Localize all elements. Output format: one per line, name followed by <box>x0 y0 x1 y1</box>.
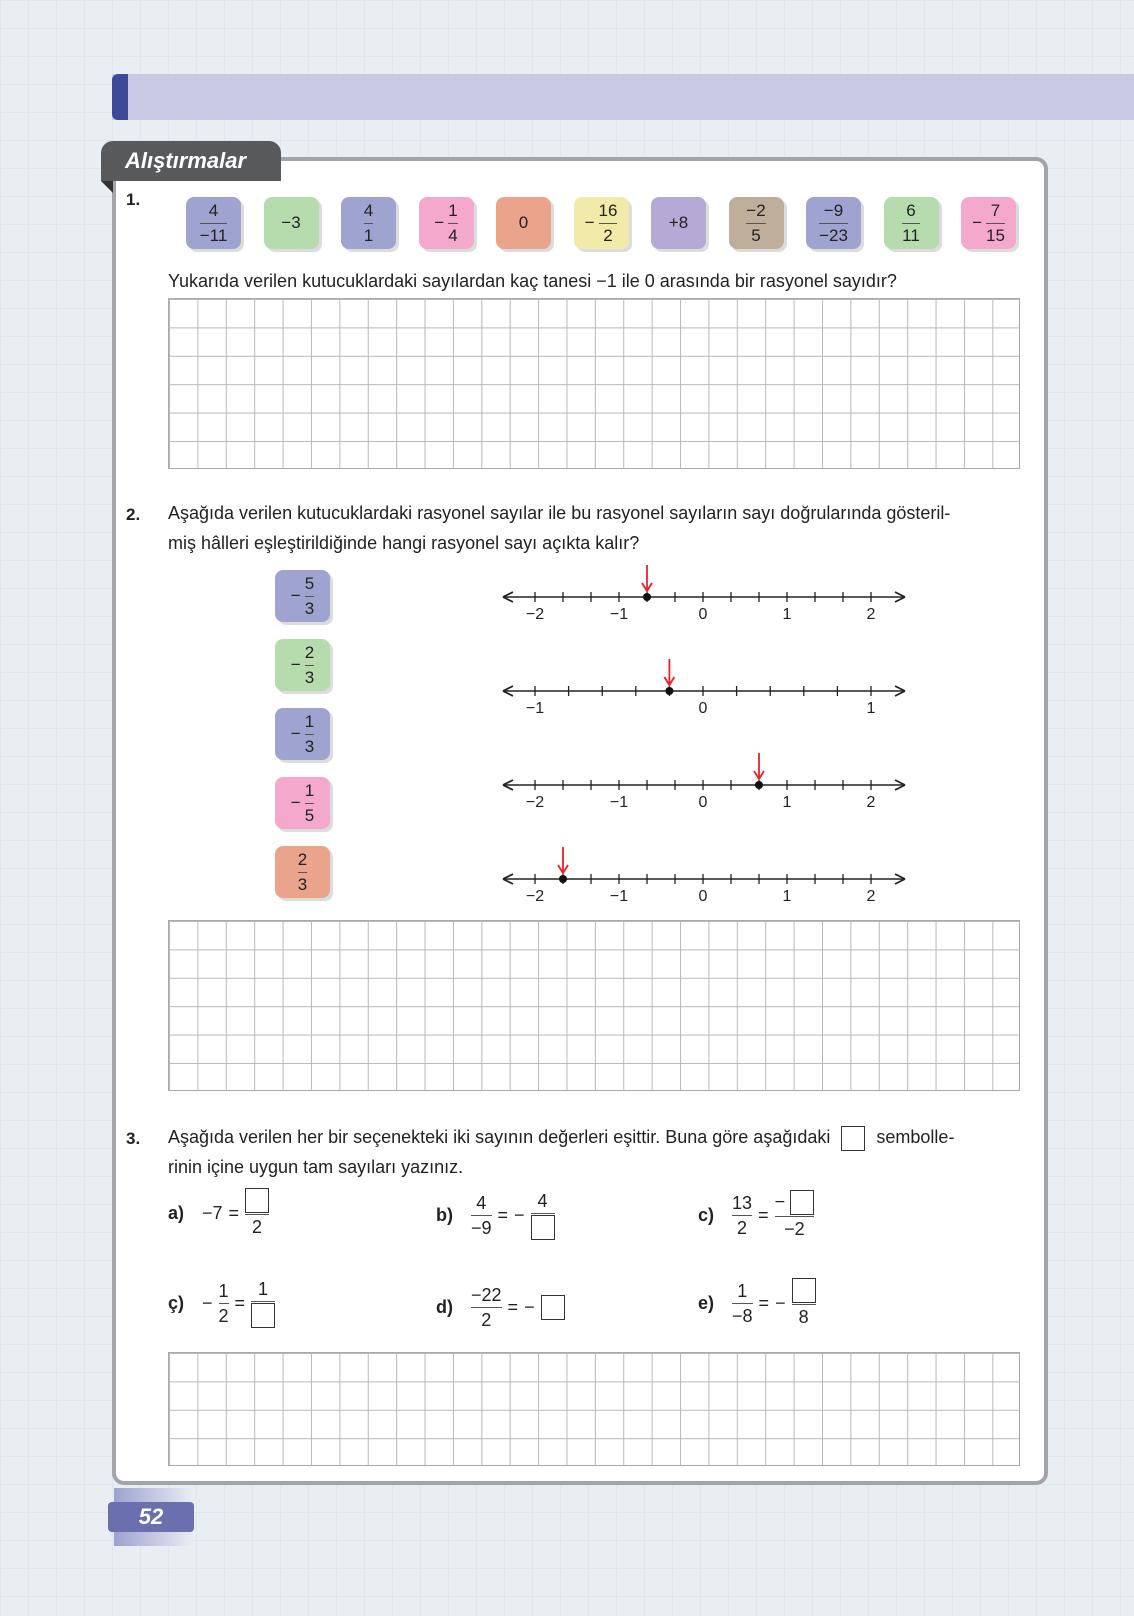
denominator: 15 <box>986 225 1005 245</box>
empty-box-symbol <box>841 1126 865 1151</box>
question-3-text-line2: rinin içine uygun tam sayıları yazınız. <box>168 1157 464 1177</box>
tab-fold <box>101 181 113 193</box>
numerator: 4 <box>476 1192 487 1213</box>
denominator: 2 <box>481 1310 492 1330</box>
answer-grid-3[interactable] <box>168 1352 1020 1466</box>
whole-number: 0 <box>518 213 529 232</box>
denominator: 2 <box>218 1305 229 1326</box>
equation-a <box>168 1188 269 1238</box>
fraction <box>986 200 1005 247</box>
denominator: 1 <box>363 225 374 245</box>
left-fraction <box>471 1192 492 1239</box>
numerator: 13 <box>732 1192 753 1213</box>
page-number: 52 <box>108 1502 194 1532</box>
answer-grid-2[interactable] <box>168 920 1020 1091</box>
question-3-text-a: Aşağıda verilen her bir seçenekteki iki sayının değerleri eşittir. Buna göre aşağıdaki <box>168 1127 831 1147</box>
denominator: 3 <box>304 736 315 756</box>
tick-label: 1 <box>782 794 792 811</box>
number-box <box>264 197 319 249</box>
sign: − <box>290 655 301 674</box>
fraction-bar <box>819 223 848 224</box>
denominator: −2 <box>784 1219 805 1239</box>
numerator: 1 <box>304 711 315 731</box>
fraction <box>298 849 307 896</box>
fraction-bar <box>305 665 314 666</box>
number-box <box>341 197 396 249</box>
equals: = <box>228 1202 240 1223</box>
fraction-bar <box>746 223 765 224</box>
option-label: b) <box>436 1204 453 1225</box>
denominator: −9 <box>471 1217 492 1238</box>
number-box <box>574 197 629 249</box>
question-3-text-line1 <box>168 1122 954 1152</box>
fraction-bar <box>305 734 314 735</box>
sign: − <box>434 213 445 232</box>
tick-label: −2 <box>525 794 545 811</box>
number-box <box>275 846 330 898</box>
sign: − <box>584 213 595 232</box>
fraction <box>305 780 314 827</box>
denominator: 3 <box>297 874 308 894</box>
answer-box[interactable] <box>792 1278 816 1303</box>
right-fraction <box>792 1278 816 1328</box>
equals: = <box>758 1292 770 1313</box>
banner-accent <box>112 74 128 120</box>
tick-label: 2 <box>866 888 876 905</box>
fraction-bar <box>986 223 1005 224</box>
fraction-bar <box>298 872 307 873</box>
numerator: 1 <box>258 1279 269 1299</box>
numerator: 1 <box>218 1280 229 1301</box>
denominator: 2 <box>603 225 613 245</box>
equation-d <box>436 1284 565 1331</box>
number-box <box>729 197 784 249</box>
number-box <box>275 639 330 691</box>
tick-label: −1 <box>609 888 629 905</box>
top-banner <box>112 74 1134 120</box>
numerator: 2 <box>304 642 315 662</box>
equals: = <box>234 1292 246 1313</box>
denominator: 11 <box>902 225 920 245</box>
number-box <box>275 777 330 829</box>
sign: − <box>290 586 301 605</box>
section-title: Alıştırmalar <box>101 141 281 181</box>
right-fraction <box>251 1278 275 1328</box>
question-2-text-line2: miş hâlleri eşleştirildiğinde hangi rasyonel sayı açıkta kalır? <box>168 533 640 553</box>
fraction <box>448 200 457 247</box>
answer-grid-1[interactable] <box>168 298 1020 469</box>
question-1-number: 1. <box>126 190 141 209</box>
answer-box[interactable] <box>541 1295 565 1320</box>
sign: − <box>202 1292 213 1313</box>
numerator: 7 <box>990 200 1001 220</box>
equation-e <box>698 1278 816 1328</box>
numerator: 5 <box>304 573 315 593</box>
tick-label: 0 <box>698 700 708 717</box>
option-label: e) <box>698 1292 715 1313</box>
fraction <box>902 200 920 247</box>
fraction <box>599 200 618 247</box>
whole-number: +8 <box>668 213 689 232</box>
number-box <box>419 197 474 249</box>
fraction <box>746 200 765 247</box>
answer-box[interactable] <box>245 1188 269 1213</box>
option-label: a) <box>168 1202 185 1223</box>
fraction-bar <box>902 223 920 224</box>
denominator: 2 <box>737 1217 748 1238</box>
answer-box[interactable] <box>251 1303 275 1328</box>
question-2-text-line1: Aşağıda verilen kutucuklardaki rasyonel sayılar ile bu rasyonel sayıların sayı doğrularında gösteril- <box>168 503 951 523</box>
answer-box[interactable] <box>790 1190 814 1215</box>
numerator <box>775 1190 815 1215</box>
fraction-bar <box>448 223 457 224</box>
numerator: −2 <box>746 200 766 220</box>
numerator: 4 <box>208 200 219 220</box>
fraction <box>305 711 314 758</box>
numerator: 1 <box>448 200 458 220</box>
denominator: 8 <box>798 1307 809 1327</box>
number-box <box>651 197 706 249</box>
option-label: ç) <box>168 1292 185 1313</box>
tick-label: −1 <box>609 606 629 623</box>
numerator: 4 <box>537 1191 548 1211</box>
right-fraction <box>775 1190 815 1240</box>
denominator: 3 <box>304 667 315 687</box>
fraction <box>364 200 373 247</box>
tick-label: 1 <box>782 606 792 623</box>
left-fraction <box>732 1192 752 1239</box>
denominator: 2 <box>252 1217 263 1237</box>
denominator: 5 <box>751 225 761 245</box>
sign: − <box>524 1297 535 1317</box>
fraction <box>305 642 314 689</box>
option-label: d) <box>436 1297 453 1317</box>
equals: = <box>507 1297 519 1317</box>
denominator: −11 <box>199 225 228 245</box>
number-box <box>275 708 330 760</box>
fraction-bar <box>305 803 314 804</box>
numerator: 1 <box>737 1280 748 1301</box>
tick-label: −2 <box>525 606 545 623</box>
fraction-bar <box>200 223 228 224</box>
tick-label: 0 <box>698 794 708 811</box>
sign: − <box>775 1292 786 1313</box>
fraction-bar <box>599 223 618 224</box>
tick-label: 1 <box>782 888 792 905</box>
numerator: 16 <box>598 200 618 220</box>
tick-label: 1 <box>866 700 876 717</box>
number-box <box>884 197 939 249</box>
numerator: −22 <box>471 1285 502 1305</box>
left-fraction <box>732 1280 753 1327</box>
sign: − <box>972 213 982 232</box>
fraction <box>819 200 848 247</box>
fraction-bar <box>364 223 373 224</box>
right-fraction <box>531 1190 555 1240</box>
tick-label: 0 <box>698 888 708 905</box>
right-fraction <box>245 1188 269 1238</box>
denominator: 4 <box>448 225 458 245</box>
sign: − <box>290 724 301 743</box>
left-fraction <box>219 1280 229 1327</box>
denominator: −23 <box>819 225 848 245</box>
tick-label: 0 <box>698 606 708 623</box>
sign: − <box>290 793 301 812</box>
numerator: 2 <box>297 849 308 869</box>
tick-label: 2 <box>866 794 876 811</box>
tick-label: 2 <box>866 606 876 623</box>
number-box <box>806 197 861 249</box>
denominator: 5 <box>304 805 315 825</box>
number-box <box>275 570 330 622</box>
equals: = <box>497 1204 509 1225</box>
answer-box[interactable] <box>531 1215 555 1240</box>
numerator: 6 <box>906 200 916 220</box>
number-box <box>186 197 241 249</box>
number-box <box>961 197 1016 249</box>
left-value: −7 <box>202 1202 223 1223</box>
denominator: 3 <box>304 598 315 618</box>
fraction <box>305 573 314 620</box>
denominator: −8 <box>732 1305 753 1326</box>
fraction-bar <box>305 596 314 597</box>
equation-c <box>698 1190 814 1240</box>
question-3-text-b: sembolle- <box>876 1127 955 1147</box>
question-2-number: 2. <box>126 505 141 524</box>
question-1-text: Yukarıda verilen kutucuklardaki sayılardan kaç tanesi −1 ile 0 arasında bir rasyonel sayıdır? <box>168 271 897 291</box>
left-fraction <box>471 1284 502 1331</box>
fraction <box>200 200 228 247</box>
equation-cc <box>168 1278 275 1328</box>
numerator: 1 <box>304 780 315 800</box>
number-box <box>496 197 551 249</box>
tick-label: −1 <box>609 794 629 811</box>
numerator: 4 <box>363 200 374 220</box>
sign: − <box>514 1204 525 1225</box>
equals: = <box>758 1204 769 1225</box>
sign: − <box>774 1191 786 1212</box>
tick-label: −1 <box>525 700 545 717</box>
tick-label: −2 <box>525 888 545 905</box>
option-label: c) <box>698 1204 715 1225</box>
equation-b <box>436 1190 555 1240</box>
question-3-number: 3. <box>126 1129 141 1148</box>
numerator: −9 <box>823 200 844 220</box>
whole-number: −3 <box>281 213 301 232</box>
